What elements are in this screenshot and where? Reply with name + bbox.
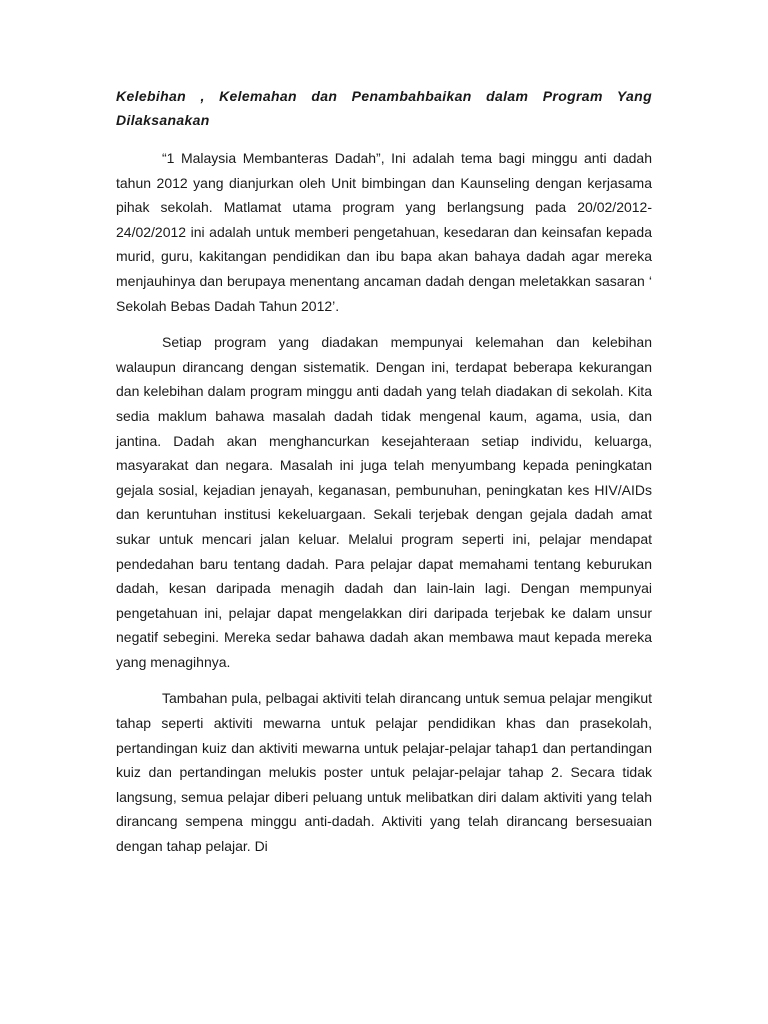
document-title: Kelebihan , Kelemahan dan Penambahbaikan dalam Program Yang Dilaksanakan (116, 88, 652, 128)
paragraph-3: Tambahan pula, pelbagai aktiviti telah dirancang untuk semua pelajar mengikut tahap seperti aktiviti mewarna untuk pelajar pendidikan khas dan prasekolah, pertandingan kuiz dan aktiviti mewarna untuk pelajar-pelajar tahap1 dan pertandingan kuiz dan pertandingan melukis poster untuk pelajar-pelajar tahap 2. Secara tidak langsung, semua pelajar diberi peluang untuk melibatkan diri dalam aktiviti yang telah dirancang sempena minggu anti-dadah. Aktiviti yang telah dirancang bersesuaian dengan tahap pelajar. Di (116, 690, 652, 855)
document-page (116, 84, 652, 871)
paragraph-1: “1 Malaysia Membanteras Dadah”, Ini adalah tema bagi minggu anti dadah tahun 2012 yang dianjurkan oleh Unit bimbingan dan Kaunseling dengan kerjasama pihak sekolah. Matlamat utama program yang berlangsung pada 20/02/2012- 24/02/2012 ini adalah untuk memberi pengetahuan, kesedaran dan keinsafan kepada murid, guru, kakitangan pendidikan dan ibu bapa akan bahaya dadah agar mereka menjauhinya dan berupaya menentang ancaman dadah dengan meletakkan sasaran ‘ Sekolah Bebas Dadah Tahun 2012’. (116, 150, 652, 314)
paragraph-2: Setiap program yang diadakan mempunyai kelemahan dan kelebihan walaupun dirancang dengan sistematik. Dengan ini, terdapat beberapa kekurangan dan kelebihan dalam program minggu anti dadah yang telah diadakan di sekolah. Kita sedia maklum bahawa masalah dadah tidak mengenal kaum, agama, usia, dan jantina. Dadah akan menghancurkan kesejahteraan setiap individu, keluarga, masyarakat dan negara. Masalah ini juga telah menyumbang kepada peningkatan gejala sosial, kejadian jenayah, keganasan, pembunuhan, peningkatan kes HIV/AIDs dan keruntuhan institusi kekeluargaan. Sekali terjebak dengan gejala dadah amat sukar untuk mencari jalan keluar. Melalui program seperti ini, pelajar mendapat pendedahan baru tentang dadah. Para pelajar dapat memahami tentang keburukan dadah, kesan daripada menagih dadah dan lain-lain lagi. Dengan mempunyai pengetahuan ini, pelajar dapat mengelakkan diri daripada terjebak ke dalam unsur negatif sebegini. Mereka sedar bahawa dadah akan membawa maut kepada mereka yang menagihnya. (116, 334, 652, 670)
